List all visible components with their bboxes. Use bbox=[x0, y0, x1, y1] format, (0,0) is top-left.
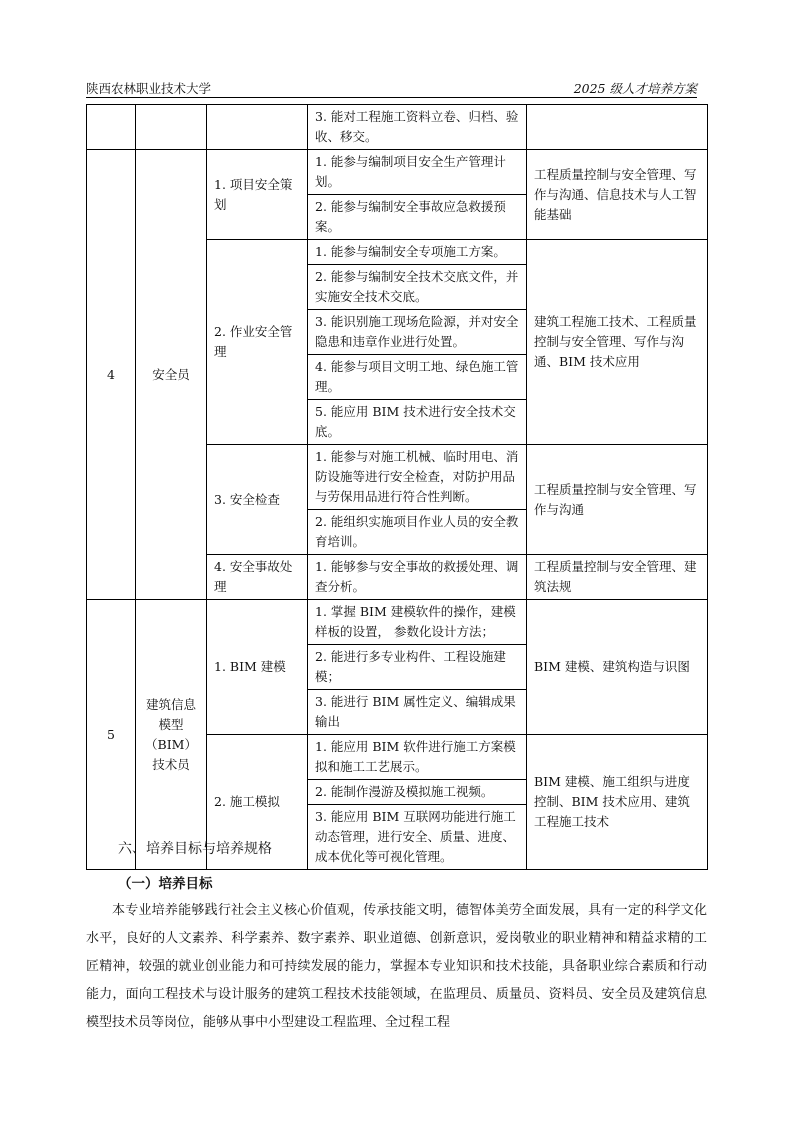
section-heading: 六、培养目标与培养规格 bbox=[118, 841, 272, 857]
ability-cell: 3. 能应用 BIM 互联网功能进行施工动态管理，进行安全、质量、进度、成本优化等可视化管理。 bbox=[308, 805, 527, 870]
ability-cell: 5. 能应用 BIM 技术进行安全技术交底。 bbox=[308, 400, 527, 445]
ability-cell: 1. 能参与编制项目安全生产管理计划。 bbox=[308, 150, 527, 195]
ability-cell: 2. 能制作漫游及模拟施工视频。 bbox=[308, 780, 527, 805]
course-cell: BIM 建模、施工组织与进度控制、BIM 技术应用、建筑工程施工技术 bbox=[527, 735, 708, 870]
course-cell: 建筑工程施工技术、工程质量控制与安全管理、写作与沟通、BIM 技术应用 bbox=[527, 240, 708, 445]
job-name-cell: 安全员 bbox=[136, 150, 207, 600]
course-cell: 工程质量控制与安全管理、写作与沟通、信息技术与人工智能基础 bbox=[527, 150, 708, 240]
course-cell: 工程质量控制与安全管理、写作与沟通 bbox=[527, 445, 708, 555]
ability-cell: 3. 能对工程施工资料立卷、归档、验收、移交。 bbox=[308, 105, 527, 150]
table-row bbox=[87, 150, 708, 195]
table-row bbox=[87, 105, 708, 150]
ability-cell: 1. 能参与编制安全专项施工方案。 bbox=[308, 240, 527, 265]
task-cell: 4. 安全事故处理 bbox=[207, 555, 308, 600]
course-cell: 工程质量控制与安全管理、建筑法规 bbox=[527, 555, 708, 600]
ability-cell: 1. 能应用 BIM 软件进行施工方案模拟和施工工艺展示。 bbox=[308, 735, 527, 780]
job-number-cell bbox=[87, 105, 136, 150]
task-cell: 2. 施工模拟 bbox=[207, 735, 308, 870]
ability-cell: 2. 能参与编制安全技术交底文件，并实施安全技术交底。 bbox=[308, 265, 527, 310]
job-ability-table bbox=[86, 104, 708, 870]
job-name-cell: 建筑信息模型（BIM）技术员 bbox=[136, 600, 207, 870]
task-cell: 3. 安全检查 bbox=[207, 445, 308, 555]
table-row bbox=[87, 600, 708, 645]
task-cell: 1. 项目安全策划 bbox=[207, 150, 308, 240]
ability-cell: 3. 能识别施工现场危险源，并对安全隐患和违章作业进行处置。 bbox=[308, 310, 527, 355]
ability-cell: 1. 掌握 BIM 建模软件的操作，建模样板的设置， 参数化设计方法； bbox=[308, 600, 527, 645]
course-cell: BIM 建模、建筑构造与识图 bbox=[527, 600, 708, 735]
job-number-cell: 4 bbox=[87, 150, 136, 600]
subsection-heading: （一）培养目标 bbox=[118, 876, 213, 892]
task-cell bbox=[207, 105, 308, 150]
header-school-name: 陕西农林职业技术大学 bbox=[86, 81, 212, 96]
ability-cell: 2. 能参与编制安全事故应急救援预案。 bbox=[308, 195, 527, 240]
task-cell: 2. 作业安全管理 bbox=[207, 240, 308, 445]
course-cell bbox=[527, 105, 708, 150]
ability-cell: 2. 能组织实施项目作业人员的安全教育培训。 bbox=[308, 510, 527, 555]
ability-cell: 4. 能参与项目文明工地、绿色施工管理。 bbox=[308, 355, 527, 400]
job-number-cell: 5 bbox=[87, 600, 136, 870]
header-plan-title: 2025 级人才培养方案 bbox=[573, 81, 697, 96]
ability-cell: 3. 能进行 BIM 属性定义、编辑成果输出 bbox=[308, 690, 527, 735]
body-paragraph: 本专业培养能够践行社会主义核心价值观，传承技能文明，德智体美劳全面发展，具有一定的科学文化水平，良好的人文素养、科学素养、数字素养、职业道德、创新意识，爱岗敬业的职业精神和精益求精的工匠精神，较强的就业创业能力和可持续发展的能力，掌握本专业知识和技术技能，具备职业综合素质和行动能力，面向工程技术与设计服务的建筑工程技术技能领域，在监理员、质量员、资料员、安全员及建筑信息模型技术员等岗位，能够从事中小型建设工程监理、全过程工程 bbox=[86, 903, 707, 1030]
header-divider bbox=[86, 97, 697, 98]
ability-cell: 1. 能够参与安全事故的救援处理、调查分析。 bbox=[308, 555, 527, 600]
ability-cell: 1. 能参与对施工机械、临时用电、消防设施等进行安全检查，对防护用品与劳保用品进行符合性判断。 bbox=[308, 445, 527, 510]
job-name-cell bbox=[136, 105, 207, 150]
task-cell: 1. BIM 建模 bbox=[207, 600, 308, 735]
ability-cell: 2. 能进行多专业构件、工程设施建模； bbox=[308, 645, 527, 690]
